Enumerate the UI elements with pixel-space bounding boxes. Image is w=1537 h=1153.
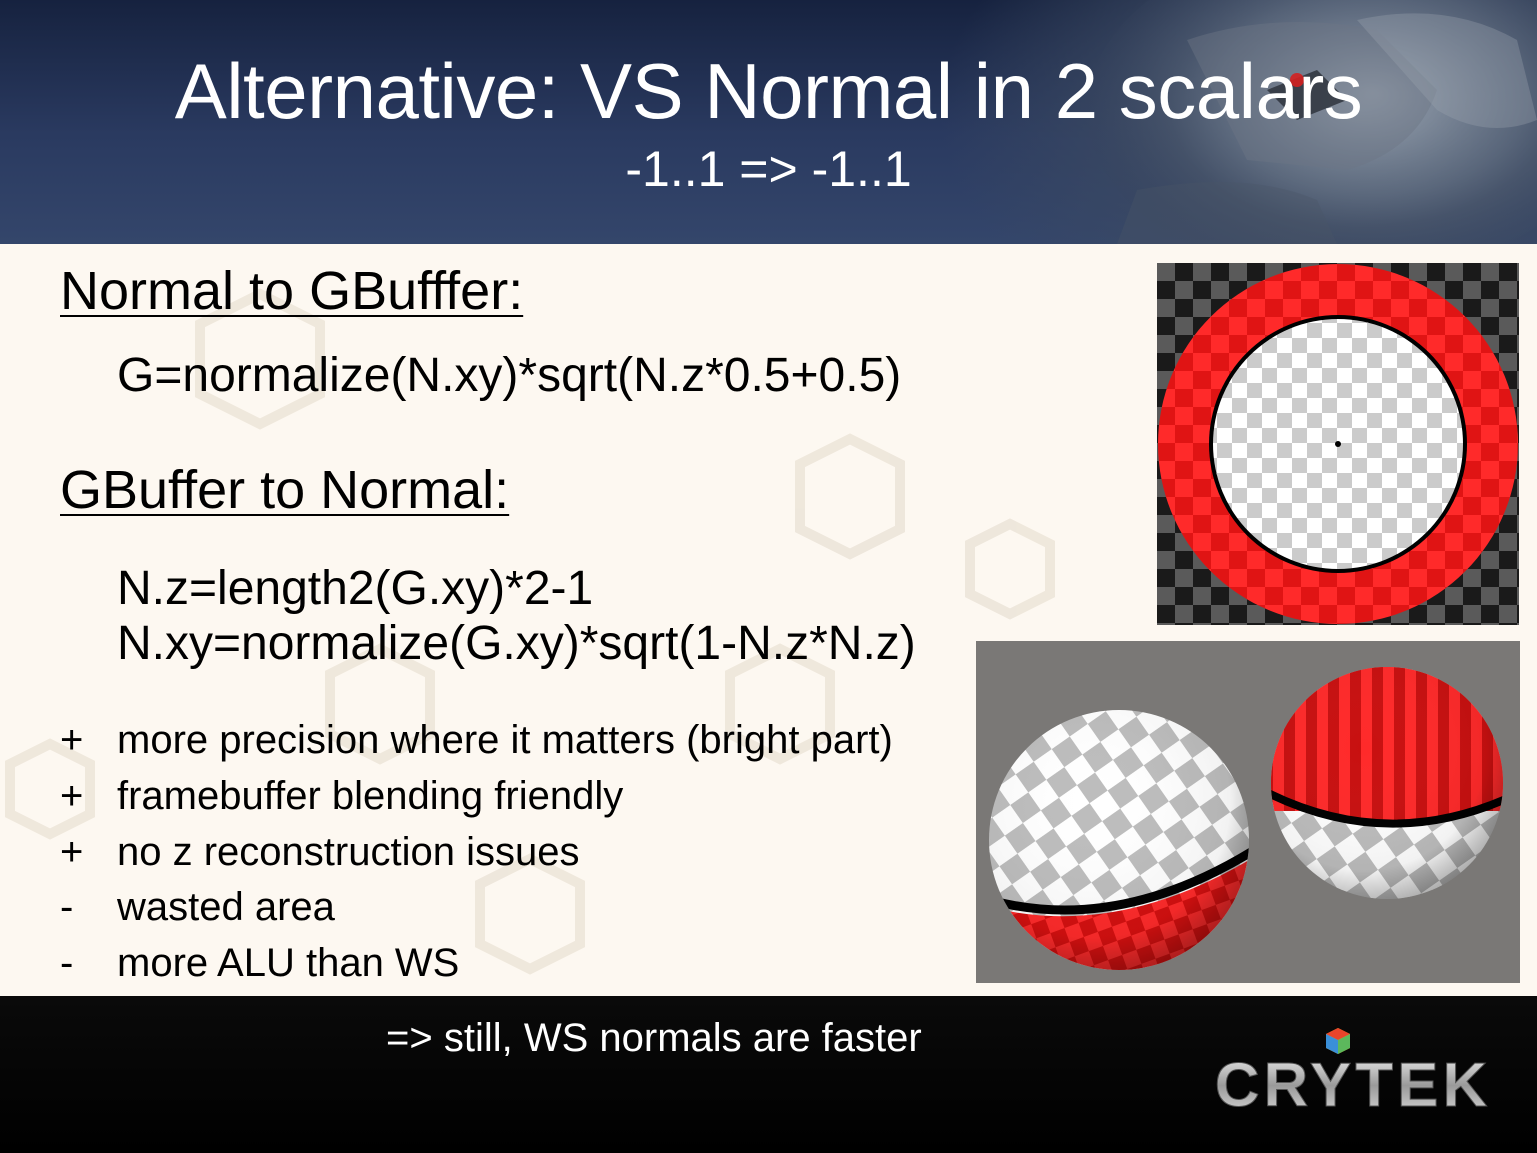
bullet-text: more ALU than WS xyxy=(117,941,460,985)
header-banner xyxy=(0,0,1537,244)
checkered-spheres-render-image xyxy=(976,641,1520,983)
decode-formula-xy: N.xy=normalize(G.xy)*sqrt(1-N.z*N.z) xyxy=(117,617,916,670)
bullet-mark: + xyxy=(60,718,84,762)
bullet-text: wasted area xyxy=(117,885,335,929)
circular-checker-texture-image xyxy=(1157,263,1519,625)
decode-formula-z: N.z=length2(G.xy)*2-1 xyxy=(117,562,594,615)
bullet-text: framebuffer blending friendly xyxy=(117,774,624,818)
encode-heading: Normal to GBufffer: xyxy=(60,261,524,321)
decode-heading: GBuffer to Normal: xyxy=(60,460,510,520)
bullet-mark: - xyxy=(60,885,74,929)
conclusion-text: => still, WS normals are faster xyxy=(386,1016,922,1060)
crytek-logo-text: CRYTEK xyxy=(1214,1051,1492,1120)
bullet-text: more precision where it matters (bright part) xyxy=(117,718,893,762)
encode-formula: G=normalize(N.xy)*sqrt(N.z*0.5+0.5) xyxy=(117,349,902,402)
bullet-mark: + xyxy=(60,830,84,874)
slide-subtitle: -1..1 => -1..1 xyxy=(625,141,912,197)
bullet-mark: - xyxy=(60,941,74,985)
slide-title: Alternative: VS Normal in 2 scalars xyxy=(174,47,1363,135)
bullet-mark: + xyxy=(60,774,84,818)
bullet-text: no z reconstruction issues xyxy=(117,830,580,874)
crytek-logo-icon xyxy=(1198,1024,1508,1124)
